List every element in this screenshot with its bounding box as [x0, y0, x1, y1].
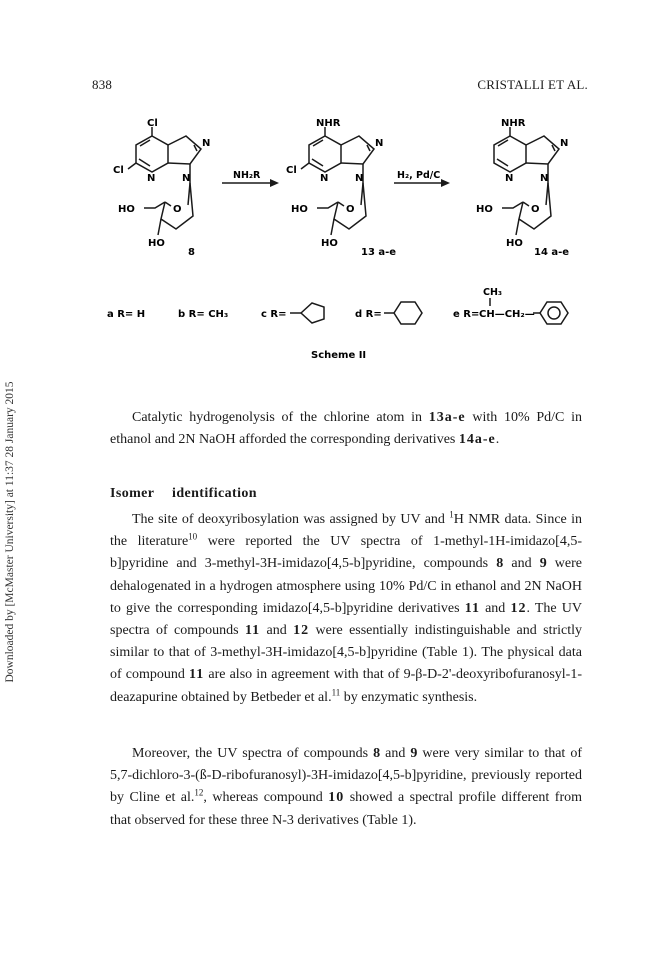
download-watermark-text: Downloaded by [McMaster University] at 11:37 28 January 2015	[4, 381, 16, 683]
phenylethyl-chain: CH—CH₂—	[479, 309, 535, 320]
c6-substituent: Cl	[286, 165, 297, 176]
running-head: CRISTALLI ET AL.	[477, 77, 588, 92]
ring-oxygen: O	[346, 204, 355, 215]
pyridine-n: N	[505, 173, 514, 184]
hydroxyl-top: HO	[291, 204, 308, 215]
structure-8	[113, 118, 210, 258]
imidazole-n: N	[375, 138, 384, 149]
substituent-legend	[107, 287, 568, 361]
reagent-hydrogenation: H₂, Pd/C	[397, 170, 441, 181]
hydroxyl-bottom: HO	[506, 238, 523, 249]
page-number: 838	[92, 77, 113, 92]
scheme-caption: Scheme II	[311, 350, 367, 361]
cyclopentyl-ring	[290, 303, 324, 323]
section-heading: Isomer identification	[110, 486, 257, 501]
reaction-arrow-1	[222, 170, 279, 187]
hydroxyl-bottom: HO	[148, 238, 165, 249]
hydroxyl-top: HO	[476, 204, 493, 215]
paragraph-hydrogenolysis: Catalytic hydrogenolysis of the chlorine atom in 13a-e with 10% Pd/C in ethanol and 2N NaOH afforded the corresponding derivatives 14a-e.	[110, 410, 582, 448]
ring-oxygen: O	[173, 204, 182, 215]
substituent-a: a R= H	[107, 309, 146, 320]
c6-substituent: Cl	[113, 165, 124, 176]
glycosyl-n: N	[355, 173, 364, 184]
pyridine-n: N	[320, 173, 329, 184]
phenyl-ring	[533, 302, 568, 324]
compound-label: 13 a-e	[361, 247, 397, 258]
structure-14	[476, 118, 569, 258]
ring-oxygen: O	[531, 204, 540, 215]
substituent-d: d R=	[355, 309, 382, 320]
cyclohexyl-ring	[384, 302, 422, 324]
imidazole-n: N	[202, 138, 211, 149]
glycosyl-n: N	[540, 173, 549, 184]
c4-substituent: NHR	[316, 118, 341, 129]
bicyclic-ring	[494, 127, 559, 172]
methyl-branch: CH₃	[483, 287, 503, 298]
substituent-e: e R=	[453, 309, 480, 320]
structure-13	[286, 118, 396, 258]
reaction-arrow-2	[394, 170, 450, 187]
imidazole-n: N	[560, 138, 569, 149]
hydroxyl-bottom: HO	[321, 238, 338, 249]
c4-substituent: NHR	[501, 118, 526, 129]
hydroxyl-top: HO	[118, 204, 135, 215]
pyridine-n: N	[147, 173, 156, 184]
c4-substituent: Cl	[147, 118, 158, 129]
compound-label: 14 a-e	[534, 247, 570, 258]
reagent-amine: NH₂R	[233, 170, 261, 181]
substituent-c: c R=	[261, 309, 287, 320]
paragraph-isomer: The site of deoxyribosylation was assigned by UV and $^1$H NMR data. Since in the literature$^{10}$ were reported the UV spectra of 1-methyl-1H-imidazo[4,5-b]pyridine and 3-methyl-3H-imidazo[4,5-b]pyridine, compounds 8 and 9 were dehalogenated in a hydrogen atmosphere using 10% Pd/C in ethanol and 2N NaOH to give the corresponding imidazo[4,5-b]pyridine derivatives 11 and 12. The UV spectra of compounds 11 and 12 were essentially indistinguishable and strictly similar to that of 3-methyl-3H-imidazo[4,5-b]pyridine (Table 1). The physical data of compound 11 are also in agreement with that of 9-β-D-2'-deoxyribofuranosyl-1-deazapurine obtained by Betbeder et al.$^{11}$ by enzymatic synthesis.	[110, 509, 583, 705]
substituent-b: b R= CH₃	[178, 309, 229, 320]
paragraph-uv-spectra: Moreover, the UV spectra of compounds 8 and 9 were very similar to that of 5,7-dichloro-3-(ß-D-ribofuranosyl)-3H-imidazo[4,5-b]pyridine, previously reported by Cline et al.$^{12}$, whereas compound 10 showed a spectral profile different from that observed for these three N-3 derivatives (Table 1).	[110, 746, 582, 828]
compound-label: 8	[188, 247, 195, 258]
glycosyl-n: N	[182, 173, 191, 184]
